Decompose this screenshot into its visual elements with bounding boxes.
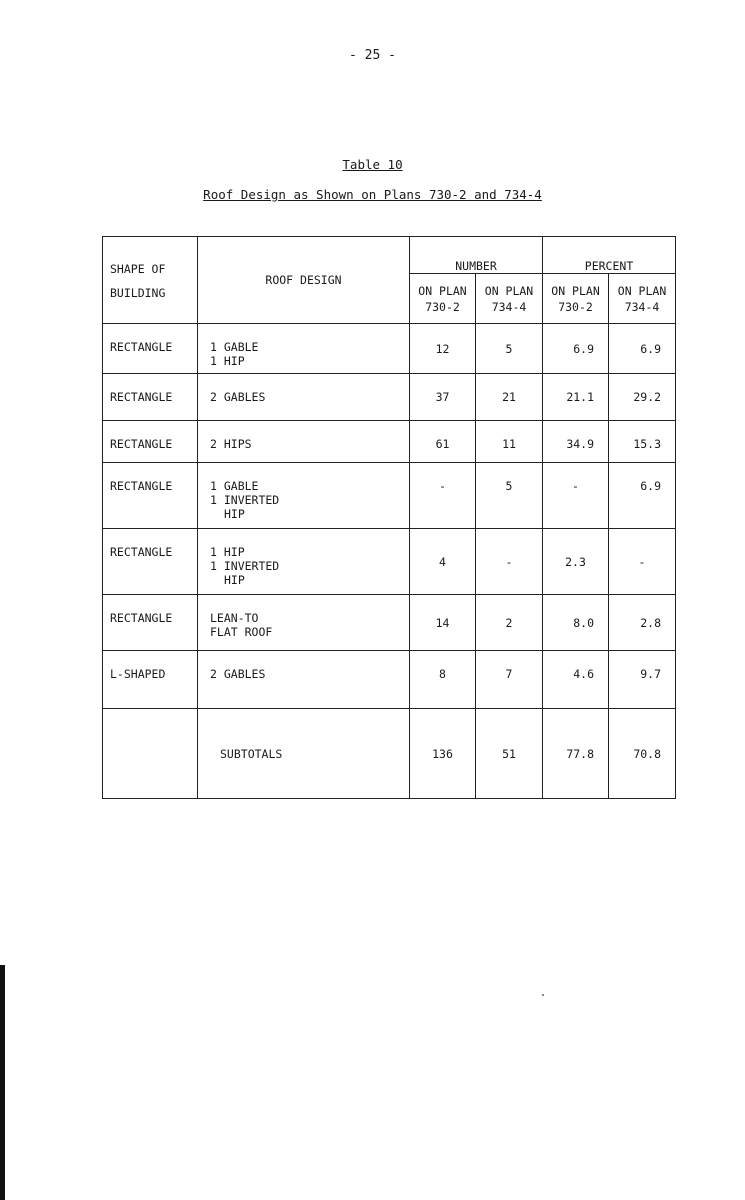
cell-number-730-2: 37 (410, 374, 476, 421)
cell-percent-730-2: 34.9 (543, 421, 609, 463)
cell-roof-design (198, 324, 410, 374)
header-percent-plan-a (543, 274, 609, 324)
cell-shape-empty (103, 709, 198, 799)
cell-shape: L-SHAPED (103, 651, 198, 709)
roof-line: 2 GABLES (210, 390, 266, 404)
header-plan-code: 730-2 (425, 299, 460, 314)
table-row (103, 324, 676, 374)
cell-number-734-4: 21 (476, 374, 543, 421)
cell-number-734-4: - (476, 529, 543, 595)
cell-percent-734-4: 6.9 (609, 463, 676, 529)
header-plan-code: 734-4 (624, 299, 660, 314)
cell-percent-734-4: 9.7 (609, 651, 676, 709)
cell-percent-734-4: 2.8 (609, 595, 676, 651)
subtotal-number-734-4: 51 (476, 709, 543, 799)
cell-number-730-2: 12 (410, 324, 476, 374)
table-row (103, 529, 676, 595)
cell-roof-design (198, 421, 410, 463)
cell-shape: RECTANGLE (103, 374, 198, 421)
roof-line: LEAN-TO (210, 611, 259, 625)
scan-edge-bar (0, 965, 5, 1200)
cell-number-734-4: 11 (476, 421, 543, 463)
header-percent-label: PERCENT (584, 259, 634, 274)
cell-shape: RECTANGLE (103, 324, 198, 374)
subtotal-percent-730-2: 77.8 (543, 709, 609, 799)
page-number: - 25 - (349, 48, 396, 63)
header-plan-code: 734-4 (491, 299, 527, 314)
subtotal-percent-734-4: 70.8 (609, 709, 676, 799)
cell-number-730-2: 4 (410, 529, 476, 595)
scan-speck (542, 994, 544, 996)
cell-percent-734-4: - (609, 529, 676, 595)
cell-shape: RECTANGLE (103, 595, 198, 651)
roof-line: HIP (224, 573, 245, 587)
cell-roof-design (198, 529, 410, 595)
header-number-label: NUMBER (455, 259, 497, 274)
roof-line: HIP (224, 507, 245, 521)
header-shape-of-building (103, 237, 198, 324)
header-number-plan-a (410, 274, 476, 324)
cell-shape: RECTANGLE (103, 463, 198, 529)
cell-percent-734-4: 6.9 (609, 324, 676, 374)
cell-number-734-4: 5 (476, 324, 543, 374)
cell-roof-design (198, 374, 410, 421)
header-on-plan: ON PLAN (551, 283, 600, 298)
header-on-plan: ON PLAN (484, 283, 534, 298)
header-number (410, 237, 543, 274)
header-percent (543, 237, 676, 274)
cell-number-730-2: 61 (410, 421, 476, 463)
table-row (103, 374, 676, 421)
cell-shape: RECTANGLE (103, 529, 198, 595)
subtotals-label: SUBTOTALS (198, 709, 410, 799)
header-on-plan: ON PLAN (617, 283, 667, 298)
roof-line: 1 HIP (210, 545, 245, 559)
header-number-plan-b (476, 274, 543, 324)
table-row (103, 463, 676, 529)
table-caption-text: Roof Design as Shown on Plans 730-2 and 734-4 (203, 187, 542, 202)
cell-percent-734-4: 15.3 (609, 421, 676, 463)
cell-number-730-2: 8 (410, 651, 476, 709)
roof-line: FLAT ROOF (210, 625, 273, 639)
table-title (0, 157, 745, 172)
table-row (103, 421, 676, 463)
header-plan-code: 730-2 (558, 299, 593, 314)
roof-line: 1 HIP (210, 354, 245, 368)
cell-number-734-4: 2 (476, 595, 543, 651)
cell-shape: RECTANGLE (103, 421, 198, 463)
cell-percent-730-2: 6.9 (543, 324, 609, 374)
cell-number-730-2: - (410, 463, 476, 529)
roof-line: 1 INVERTED (210, 493, 280, 507)
roof-line: 2 GABLES (210, 667, 266, 681)
header-shape-line2: BUILDING (110, 286, 166, 300)
roof-line: 1 GABLE (210, 340, 259, 354)
header-on-plan: ON PLAN (418, 283, 467, 298)
table-row (103, 651, 676, 709)
subtotals-row (103, 709, 676, 799)
roof-line: 1 INVERTED (210, 559, 280, 573)
cell-roof-design (198, 595, 410, 651)
cell-percent-730-2: 2.3 (543, 529, 609, 595)
roof-line: 1 GABLE (210, 479, 259, 493)
subtotal-number-730-2: 136 (410, 709, 476, 799)
roof-line: 2 HIPS (210, 437, 252, 451)
cell-percent-730-2: 21.1 (543, 374, 609, 421)
cell-number-734-4: 7 (476, 651, 543, 709)
header-roof-design: ROOF DESIGN (198, 237, 410, 324)
header-percent-plan-b (609, 274, 676, 324)
table-row (103, 595, 676, 651)
roof-design-table (102, 236, 676, 799)
cell-roof-design (198, 651, 410, 709)
cell-number-734-4: 5 (476, 463, 543, 529)
cell-percent-730-2: 4.6 (543, 651, 609, 709)
cell-percent-730-2: 8.0 (543, 595, 609, 651)
header-shape-line1: SHAPE OF (110, 262, 166, 276)
table-caption (0, 187, 745, 202)
cell-percent-730-2: - (543, 463, 609, 529)
cell-number-730-2: 14 (410, 595, 476, 651)
cell-roof-design (198, 463, 410, 529)
table-title-text: Table 10 (342, 157, 403, 172)
cell-percent-734-4: 29.2 (609, 374, 676, 421)
